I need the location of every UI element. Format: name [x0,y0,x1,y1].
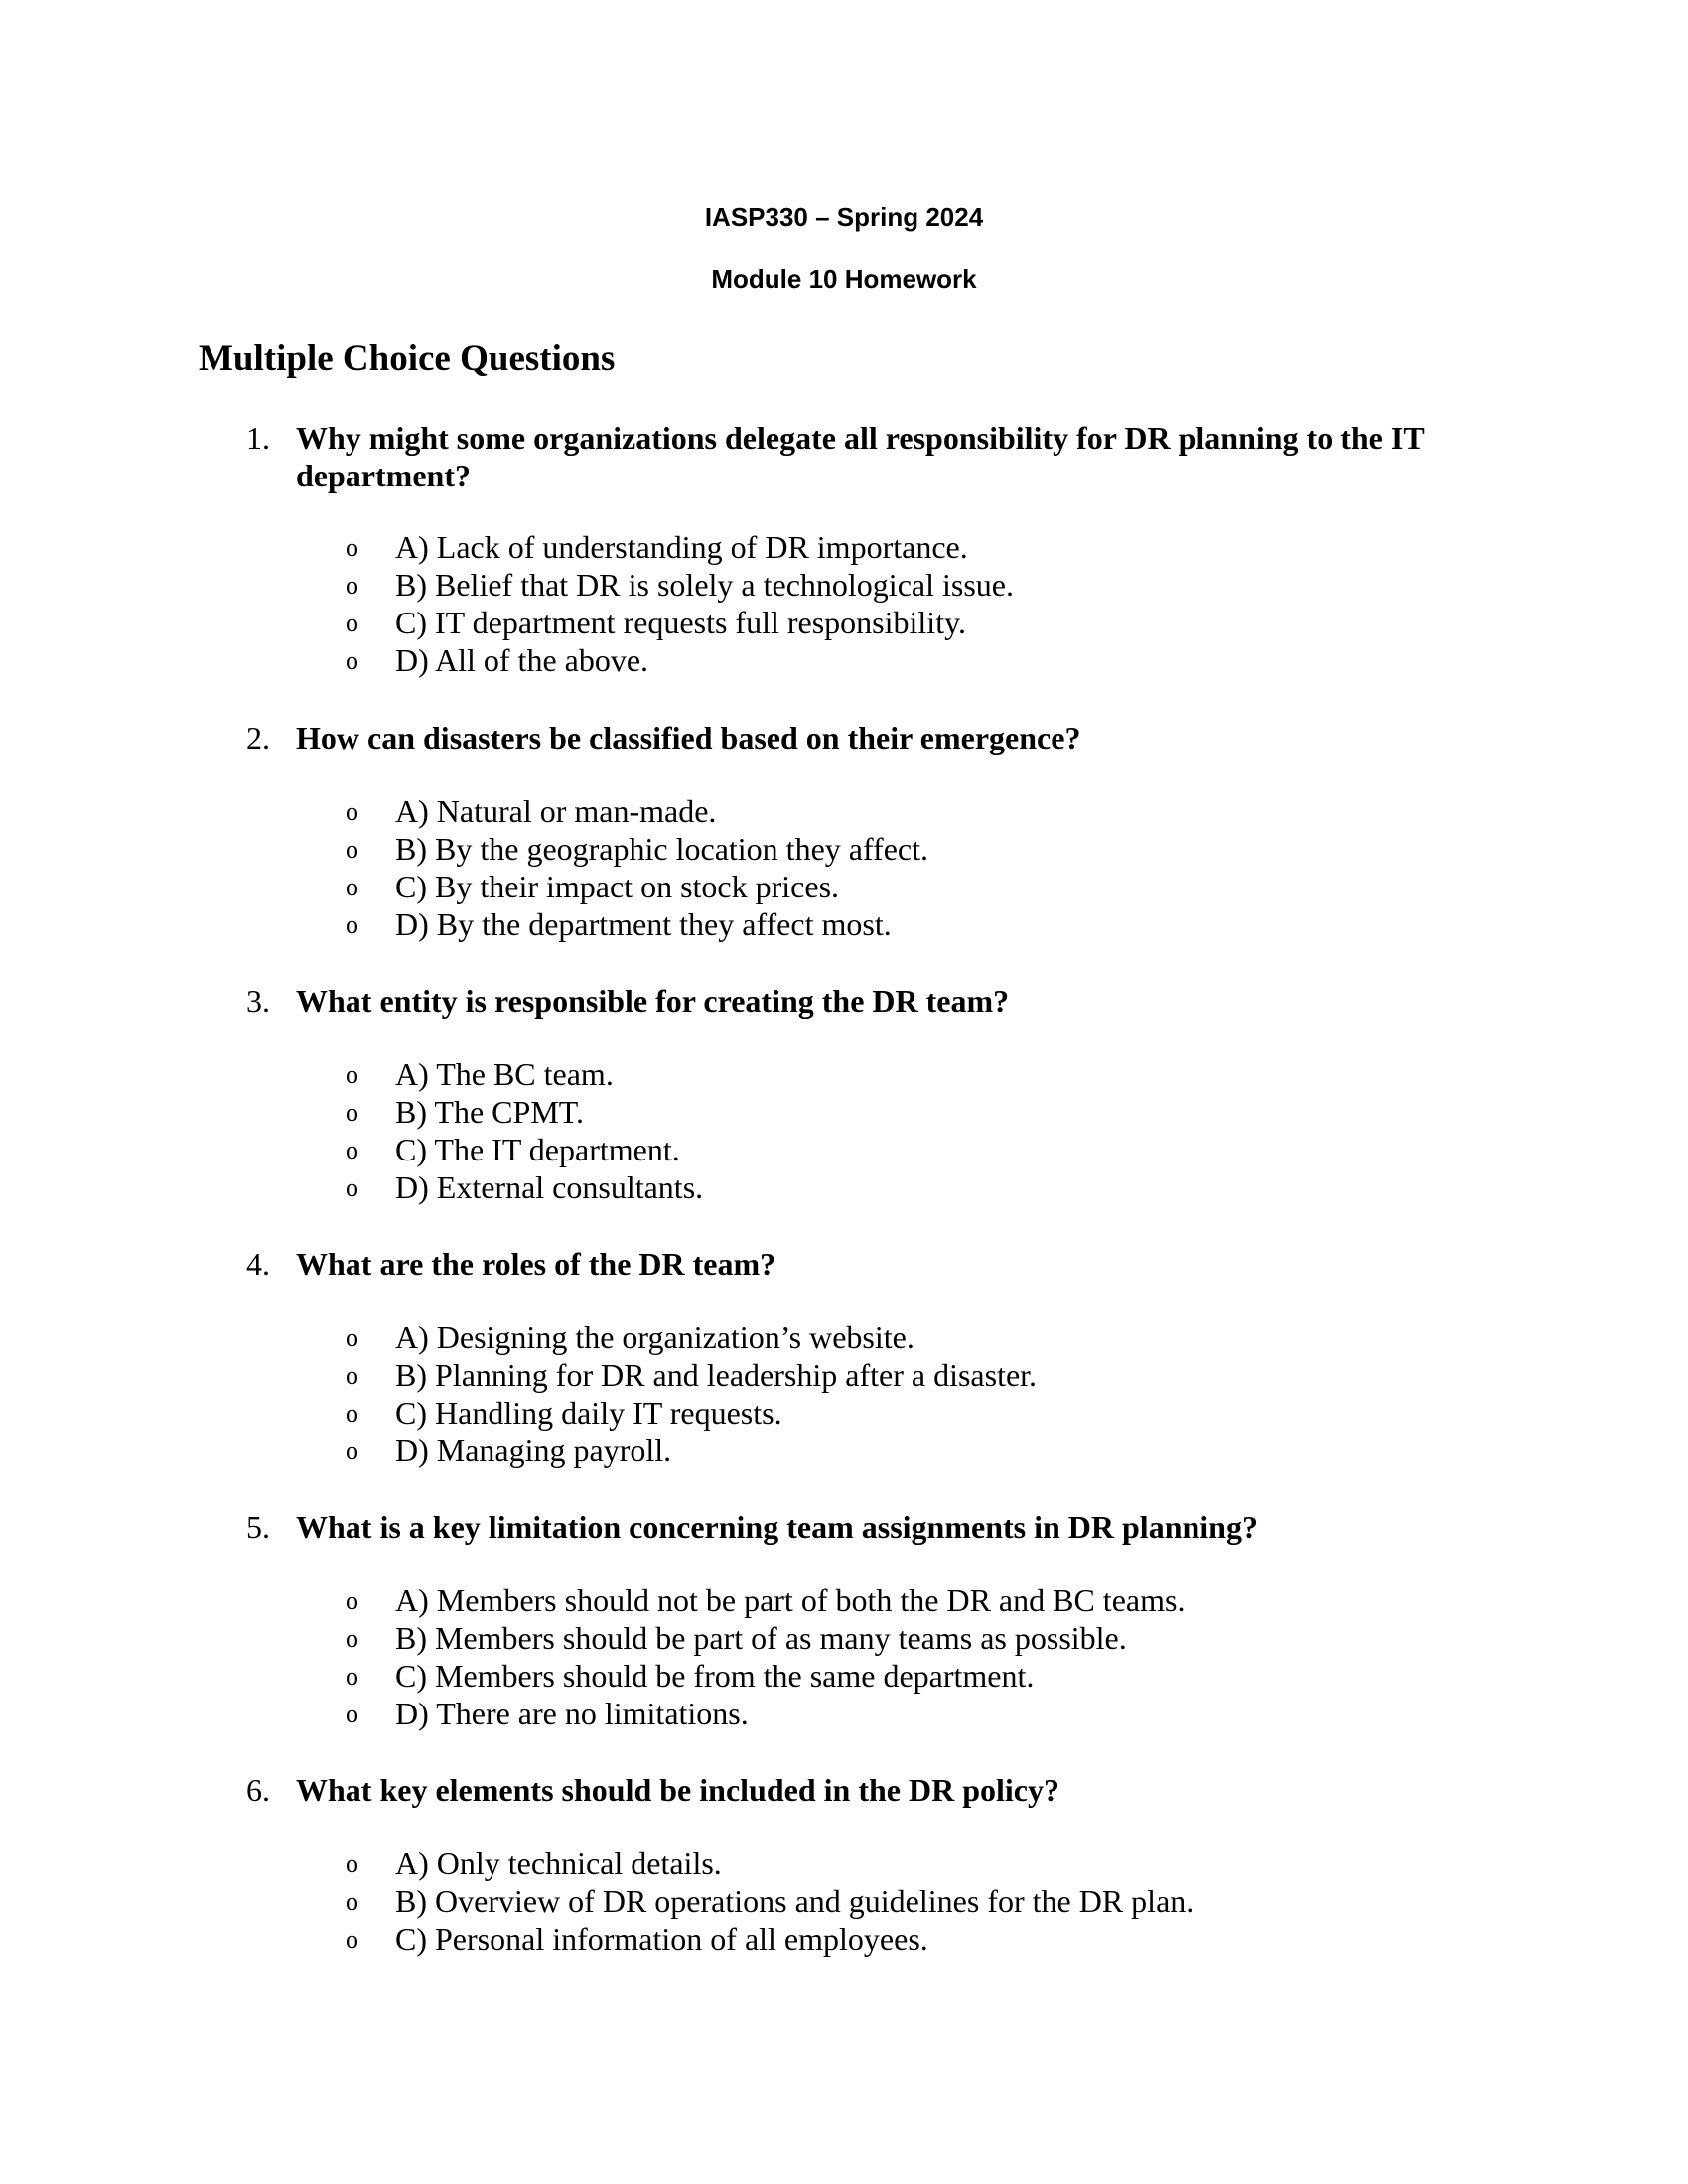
answer-option [0,604,1688,641]
question-number: 2. [246,720,270,755]
section-heading: Multiple Choice Questions [199,339,616,379]
option-text: D) Managing payroll. [395,1433,672,1468]
circle-bullet-icon: o [346,646,358,675]
question-text: What are the roles of the DR team? [296,1246,776,1282]
answer-option [0,1844,1688,1882]
option-text: C) Personal information of all employees. [395,1921,928,1957]
answer-option [0,528,1688,566]
option-text: B) By the geographic location they affect. [395,831,928,867]
circle-bullet-icon: o [346,533,358,562]
circle-bullet-icon: o [346,1399,358,1428]
circle-bullet-icon: o [346,1323,358,1352]
answer-option [0,1657,1688,1695]
circle-bullet-icon: o [346,1849,358,1878]
option-text: A) Designing the organization’s website. [395,1319,914,1355]
circle-bullet-icon: o [346,1098,358,1127]
answer-option [0,1882,1688,1920]
answer-option [0,1131,1688,1168]
circle-bullet-icon: o [346,1586,358,1615]
assignment-title: Module 10 Homework [711,264,977,294]
question-number: 5. [246,1509,270,1545]
question-text: Why might some organizations delegate all responsibility for DR planning to the IT department? [296,420,1425,493]
circle-bullet-icon: o [346,910,358,939]
option-text: C) Members should be from the same department. [395,1658,1035,1694]
option-text: D) By the department they affect most. [395,906,892,942]
answer-options [0,792,1688,943]
option-text: C) By their impact on stock prices. [395,869,840,904]
circle-bullet-icon: o [346,835,358,864]
option-text: C) Handling daily IT requests. [395,1395,782,1431]
circle-bullet-icon: o [346,1700,358,1728]
circle-bullet-icon: o [346,1173,358,1202]
question-text: What is a key limitation concerning team assignments in DR planning? [296,1509,1258,1545]
answer-option [0,830,1688,868]
circle-bullet-icon: o [346,1925,358,1954]
answer-option [0,792,1688,830]
answer-option [0,1318,1688,1356]
answer-option [0,1055,1688,1093]
answer-options [0,1318,1688,1469]
question-number: 3. [246,983,270,1019]
circle-bullet-icon: o [346,1662,358,1691]
circle-bullet-icon: o [346,1436,358,1465]
answer-option [0,1356,1688,1394]
circle-bullet-icon: o [346,1060,358,1089]
option-text: B) Belief that DR is solely a technological issue. [395,567,1014,603]
option-text: B) Members should be part of as many teams as possible. [395,1620,1127,1656]
question-text: What entity is responsible for creating the DR team? [296,983,1010,1019]
option-text: B) Planning for DR and leadership after a disaster. [395,1357,1038,1393]
answer-option [0,1619,1688,1657]
course-title: IASP330 – Spring 2024 [704,203,984,232]
answer-option [0,566,1688,604]
question-text: How can disasters be classified based on their emergence? [296,720,1081,755]
circle-bullet-icon: o [346,873,358,901]
option-text: D) All of the above. [395,642,649,678]
circle-bullet-icon: o [346,1361,358,1390]
question-number: 1. [246,420,270,456]
answer-option [0,1581,1688,1619]
question-number: 4. [246,1246,270,1282]
answer-options [0,528,1688,679]
answer-option [0,1920,1688,1958]
option-text: D) There are no limitations. [395,1696,749,1731]
answer-option [0,641,1688,679]
answer-option [0,1432,1688,1469]
option-text: A) Members should not be part of both the DR and BC teams. [395,1582,1186,1618]
option-text: B) Overview of DR operations and guidelines for the DR plan. [395,1883,1195,1919]
circle-bullet-icon: o [346,1887,358,1916]
answer-option [0,1093,1688,1131]
option-text: A) The BC team. [395,1056,614,1092]
circle-bullet-icon: o [346,571,358,600]
option-text: B) The CPMT. [395,1094,584,1130]
answer-option [0,1394,1688,1432]
answer-options [0,1844,1688,1958]
option-text: A) Natural or man-made. [395,793,717,829]
circle-bullet-icon: o [346,609,358,637]
answer-option [0,1695,1688,1732]
option-text: C) IT department requests full responsibility. [395,605,966,640]
answer-options [0,1581,1688,1732]
option-text: C) The IT department. [395,1132,680,1167]
answer-option [0,868,1688,905]
answer-option [0,905,1688,943]
option-text: A) Lack of understanding of DR importance. [395,529,968,565]
option-text: A) Only technical details. [395,1845,722,1881]
question-number: 6. [246,1772,270,1808]
answer-options [0,1055,1688,1206]
option-text: D) External consultants. [395,1169,704,1205]
answer-option [0,1168,1688,1206]
circle-bullet-icon: o [346,797,358,826]
circle-bullet-icon: o [346,1136,358,1164]
circle-bullet-icon: o [346,1624,358,1653]
question-text: What key elements should be included in the DR policy? [296,1772,1059,1808]
